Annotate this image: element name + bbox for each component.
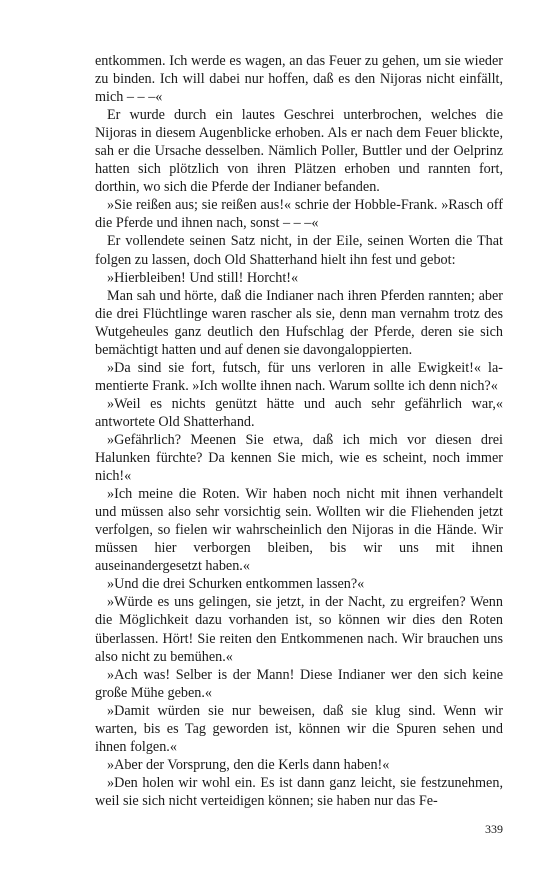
paragraph-11: »Und die drei Schurken entkommen lassen?« (107, 576, 365, 593)
paragraph-8: »Weil es nichts genützt hätte und auch sehr gefährlich war,« antwortete Old Shatterhand. (95, 395, 503, 430)
paragraph-5: »Hierbleiben! Und still! Horcht!« (107, 269, 299, 286)
paragraph-14: »Damit würden sie nur beweisen, daß sie klug sind. Wenn wir warten, bis es Tag geworden ist, können wir die Spuren sehen und ihnen folgen.« (95, 702, 503, 755)
paragraph-10: »Ich meine die Roten. Wir haben noch nicht mit ihnen verhandelt und müssen also sehr vorsichtig sein. Wollten wir die Fliehenden jetzt verfolgen, so fielen wir wahrscheinlich den Nijoras in die Hände. Wir müssen hier verborgen bleiben, bis wir uns mit ihnen auseinandergesetzt haben.« (95, 486, 503, 575)
paragraph-1: entkommen. Ich werde es wagen, an das Feuer zu gehen, um sie wieder zu binden. Ich will dabei nur hoffen, daß es den Nijoras nicht einfällt, mich – – –« (95, 53, 503, 106)
paragraph-9: »Gefährlich? Meenen Sie etwa, daß ich mich vor diesen drei Halunken fürchte? Da kennen Sie mich, wie es scheint, noch immer nich!« (95, 431, 503, 485)
book-page-text (95, 52, 503, 810)
paragraph-16: »Den holen wir wohl ein. Es ist dann ganz leicht, sie festzunehmen, weil sie sich nicht verteidigen können; sie haben nur das Fe- (95, 774, 503, 809)
page-number: 339 (485, 822, 503, 836)
paragraph-12: »Würde es uns gelingen, sie jetzt, in der Nacht, zu ergreifen? Wenn die Möglichkeit dazu vorhanden ist, so können wir dies den Roten überlassen. Hört! Sie reiten den Entkommenen nach. Wir brauchen uns also nicht zu bemühen.« (95, 594, 503, 665)
paragraph-4: Er vollendete seinen Satz nicht, in der Eile, seinen Worten die That folgen zu lassen, doch Old Shatterhand hielt ihn fest und gebot: (95, 233, 503, 268)
paragraph-7: »Da sind sie fort, futsch, für uns verloren in alle Ewigkeit!« lamentierte Frank. »Ich wollte ihnen nach. Warum sollte ich denn nich?« (95, 359, 503, 394)
paragraph-2: Er wurde durch ein lautes Geschrei unterbrochen, welches die Nijoras in diesem Augenblicke erhoben. Als er nach dem Feuer blickte, sah er die Ursache desselben. Nämlich Poller, Buttler und der Oelprinz hatten sich plötzlich von ihren Plätzen erhoben und rannten fort, dorthin, wo sich die Pferde der Indianer befanden. (95, 107, 503, 196)
paragraph-3: »Sie reißen aus; sie reißen aus!« schrie der Hobble-Frank. »Rasch off die Pferde und ihnen nach, sonst – – –« (95, 197, 503, 232)
paragraph-13: »Ach was! Selber is der Mann! Diese Indianer wer den sich keine große Mühe geben.« (95, 666, 503, 701)
paragraph-6: Man sah und hörte, daß die Indianer nach ihren Pferden rannten; aber die drei Flüchtlinge waren rascher als sie, denn man vernahm trotz des Wutgeheules ganz deutlich den Hufschlag der Pferde, deren sie sich bemächtigt hatten und auf denen sie davongaloppierten. (95, 287, 503, 358)
paragraph-15: »Aber der Vorsprung, den die Kerls dann haben!« (107, 756, 390, 773)
